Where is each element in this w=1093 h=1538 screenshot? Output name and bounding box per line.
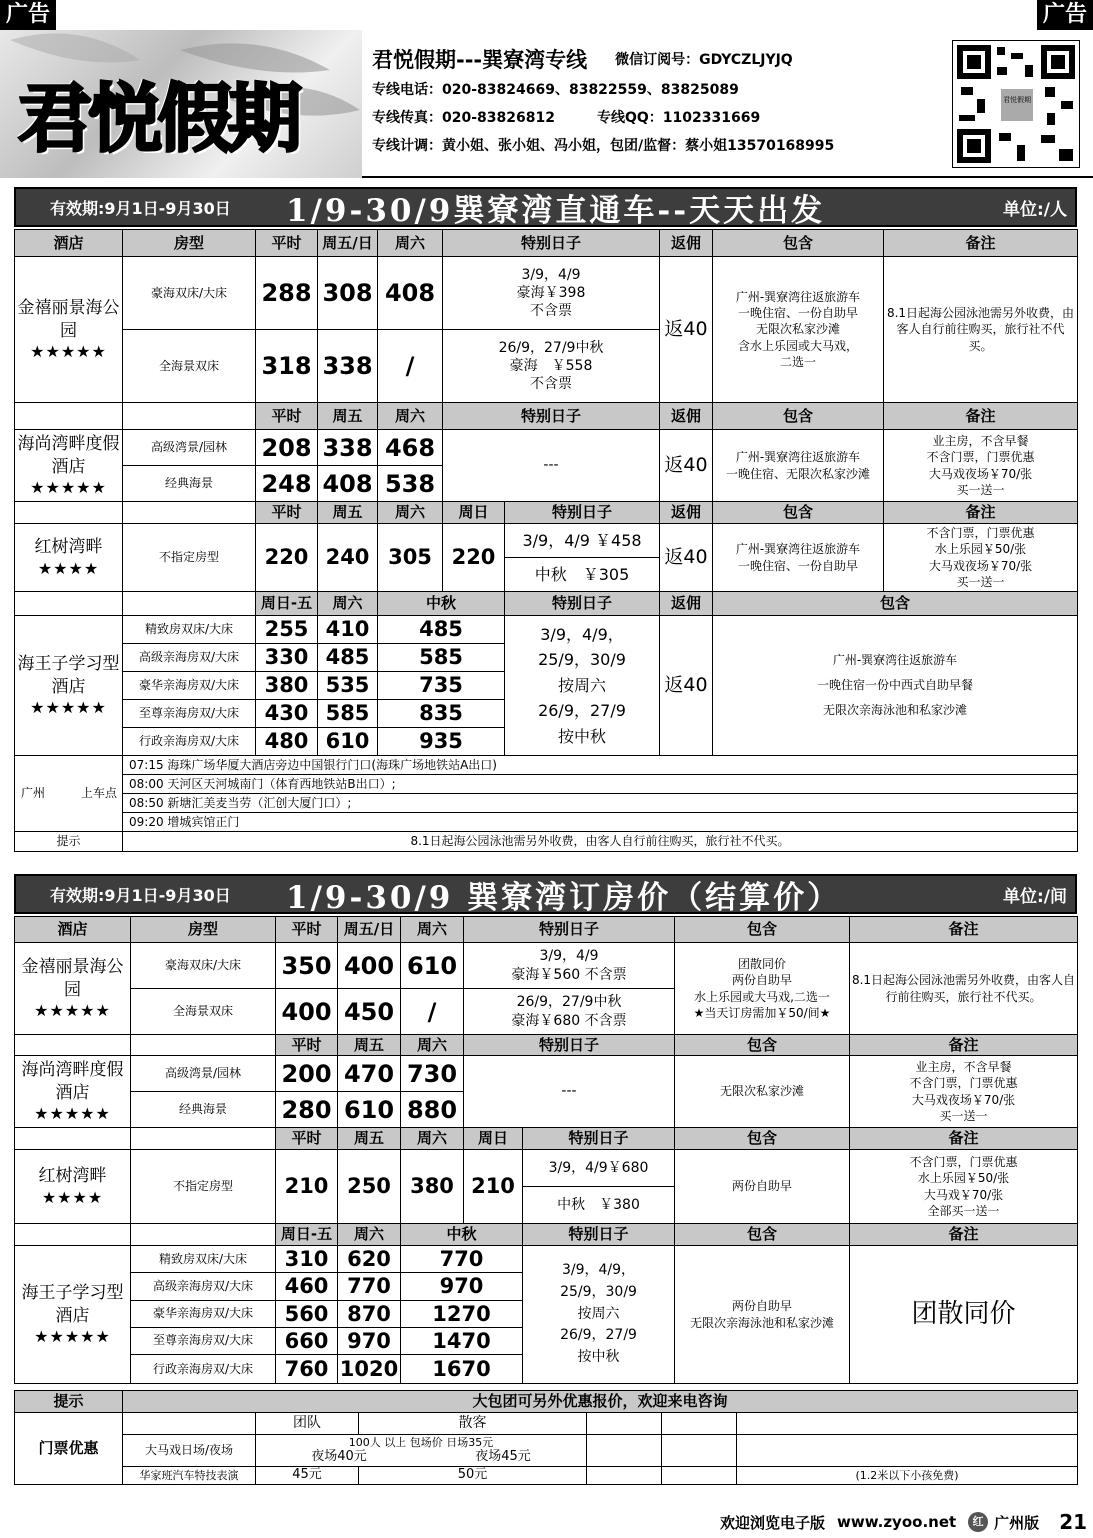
cell: 460 [276,1273,338,1300]
s2-subheader-row [15,1128,1078,1150]
cell: 包含 [713,592,1078,616]
cell: 周六 [378,502,443,524]
cell: 至尊亲海房双/大床 [123,700,256,728]
cell: 380 [256,672,318,700]
cell: 返佣 [660,502,713,524]
cell: 两份自助早 无限次亲海泳池和私家沙滩 [675,1246,850,1384]
section2-table [14,916,1078,1384]
cell: 200 [276,1056,338,1092]
cell: 970 [401,1273,523,1300]
cell: 220 [443,524,505,592]
cell: 高级亲海房双/大床 [131,1273,276,1300]
cell: 610 [401,943,464,989]
cell: 返40 [660,524,713,592]
table-row [15,1056,1078,1092]
cell: 周六 [378,230,443,257]
cell: 330 [256,644,318,672]
cell: 730 [401,1056,464,1092]
cell: 770 [401,1246,523,1273]
cell: 100人 以上 包场价 日场35元 [348,1435,494,1449]
cell: 470 [338,1056,401,1092]
cell: 精致房双床/大床 [123,616,256,644]
cell: 业主房，不含早餐 不含门票，门票优惠 大马戏夜场￥70/张 买一送一 [884,430,1078,502]
cell: 行政亲海房双/大床 [131,1355,276,1384]
cell: 夜场45元 [475,1449,531,1465]
header-title: 君悦假期---巽寮湾专线 [372,48,588,72]
cell: 250 [338,1150,401,1224]
cell [587,1467,662,1485]
cell [123,403,256,430]
cell: 不含门票，门票优惠 水上乐园￥50/张 大马戏￥70/张 全部买一送一 [850,1150,1078,1224]
cell: 海尚湾畔度假酒店 [21,1060,124,1103]
section2-title: 1/9-30/9 巽寮湾订房价（结算价） [286,879,842,916]
remarks: 8.1日起海公园泳池需另外收费，由客人自行前往购买，旅行社不代买。 [884,257,1078,403]
ticket-row-car [15,1467,1078,1485]
s1-subheader-row [15,403,1078,430]
hotel-name-haiwangzi [15,616,123,756]
logo-text: 君悦假期 [18,76,298,162]
cell: 酒店 [15,230,123,257]
cell: 特别日子 [505,502,660,524]
cell: 周五 [338,1128,401,1150]
cell: 318 [256,330,318,403]
cell: 338 [318,330,378,403]
cell: 返佣 [660,403,713,430]
cell: 310 [276,1246,338,1273]
section1-title-bar [14,187,1077,227]
room-type: 豪海双床/大床 [123,257,256,330]
cell: ★★★★ [41,1187,104,1207]
cell: 485 [378,616,505,644]
table-row [15,943,1078,989]
cell: 45元 [256,1467,359,1485]
cell [123,502,256,524]
cell: 430 [256,700,318,728]
cell: 不指定房型 [131,1150,276,1224]
cell: 400 [276,989,338,1035]
table-row [15,1150,1078,1187]
table-row [15,430,1078,466]
cell: 豪海双床/大床 [131,943,276,989]
cell: 备注 [850,1128,1078,1150]
cell [256,1435,587,1467]
cell: 1270 [401,1300,523,1327]
section1-validity: 有效期:9月1日-9月30日 [50,198,231,218]
qr-code[interactable] [952,40,1080,168]
cell: 538 [378,466,443,502]
cell: 周六 [401,1128,464,1150]
cell: 备注 [850,1035,1078,1056]
hotel-name-jinxi [15,257,123,403]
cell: 备注 [884,403,1078,430]
section1-table [14,229,1078,852]
cell: 220 [256,524,318,592]
cell: 包含 [675,917,850,943]
cell: 400 [338,943,401,989]
cell: 周日 [443,502,505,524]
cell: 8.1日起海公园泳池需另外收费，由客人自行前往购买，旅行社不代买。 [850,943,1078,1035]
cell: 585 [318,700,378,728]
cell [15,403,123,430]
qr-center-label: 君悦假期 [999,87,1035,123]
room-type: 全海景双床 [123,330,256,403]
ticket-header-row [15,1413,1078,1435]
special-days: 3/9，4/9 豪海￥398 不含票 [443,257,660,330]
cell: 08:50 新塘汇美麦当劳（汇创大厦门口）; [123,794,1078,813]
section1-unit: 单位:/人 [1002,199,1067,220]
cell: 豪华亲海房双/大床 [131,1300,276,1327]
cell: 提示 [15,832,123,852]
cell: 210 [464,1150,523,1224]
cell: 485 [318,644,378,672]
cell: 备注 [850,917,1078,943]
hotel-name-hongshu [15,524,123,592]
cell: 特别日子 [464,1035,675,1056]
cell: 周日 [464,1128,523,1150]
cell: 房型 [131,917,276,943]
cell: ★★★★★ [30,477,107,497]
cell: 广州-巽寮湾往返旅游车 一晚住宿、一份自助早 [713,524,884,592]
cell: ★★★★★ [30,697,107,717]
cell: 周日-五 [256,592,318,616]
cell: 周六 [338,1224,401,1246]
cell: 行政亲海房双/大床 [123,728,256,756]
cell: 07:15 海珠广场华厦大酒店旁边中国银行门口(海珠广场地铁站A出口) [123,756,1078,775]
cell [662,1435,737,1467]
table-row [15,1246,1078,1273]
footer-welcome: 欢迎浏览电子版 [720,1513,826,1532]
cell: 大包团可另外优惠报价，欢迎来电咨询 [123,1391,1078,1413]
cell: 535 [318,672,378,700]
cell: / [378,330,443,403]
cell: 3/9，4/9￥680 [523,1150,675,1187]
cell: 广州-巽寮湾往返旅游车 一晚住宿、无限次私家沙滩 [713,430,884,502]
cell [15,1246,131,1384]
cell: 408 [318,466,378,502]
cell: 3/9，4/9 豪海￥560 不含票 [464,943,675,989]
cell: 周六 [401,1035,464,1056]
boarding-row [15,756,1078,775]
cell: 3/9，4/9， 25/9，30/9 按周六 26/9，27/9 按中秋 [523,1246,675,1384]
cell: 豪华亲海房双/大床 [123,672,256,700]
cell [737,1413,1078,1435]
cell: 240 [318,524,378,592]
page-number: 21 [1059,1510,1088,1534]
cell: 周六 [401,917,464,943]
cell: ★★★★★ [34,1103,111,1123]
footer [720,1510,1087,1534]
cell: 包含 [675,1128,850,1150]
cell [131,1035,276,1056]
price: 308 [318,257,378,330]
cell: 660 [276,1327,338,1354]
cell: 特别日子 [523,1224,675,1246]
cell: 包含 [713,403,884,430]
cell: 特别日子 [505,592,660,616]
cell: 房型 [123,230,256,257]
cell: 735 [378,672,505,700]
cell: 广州-巽寮湾往返旅游车 一晚住宿一份中西式自助早餐 无限次亲海泳池和私家沙滩 [713,616,1078,756]
cell: 全海景双床 [131,989,276,1035]
cell: 夜场40元 [311,1449,367,1465]
cell: 870 [338,1300,401,1327]
cell: 华家班汽车特技表演 [123,1467,256,1485]
cell [123,592,256,616]
section2-title-bar [14,874,1077,914]
cell [15,592,123,616]
cell: 248 [256,466,318,502]
section2-unit: 单位:/间 [1002,886,1067,907]
price: 408 [378,257,443,330]
ad-label-right: 广告 [1037,0,1093,30]
cell: ★★★★★ [34,1326,111,1346]
cell: 1670 [401,1355,523,1384]
edition-icon: 红 [968,1512,988,1532]
cell: 350 [276,943,338,989]
cell: 450 [338,989,401,1035]
cell: 1470 [401,1327,523,1354]
cell [15,943,131,1035]
cell: 海王子学习型酒店 [21,1283,124,1326]
cell: 835 [378,700,505,728]
cell: 团散同价 两份自助早 水上乐园或大马戏,二选一 ★当天订房需加￥50/间★ [675,943,850,1035]
footer-url[interactable]: www.zyoo.net [837,1513,957,1531]
cell: 周五 [318,403,378,430]
cell: 包含 [675,1224,850,1246]
s2-subheader-row [15,1224,1078,1246]
cell: 备注 [884,502,1078,524]
cell [131,1224,276,1246]
cell: 338 [318,430,378,466]
phone-line: 专线电话：020-83824669、83822559、83825089 [372,82,739,98]
cell [15,1150,131,1224]
cell: 平时 [276,1128,338,1150]
cell: 业主房，不含早餐 不含门票，门票优惠 大马戏夜场￥70/张 买一送一 [850,1056,1078,1128]
cell: 585 [378,644,505,672]
cell: 周日-五 [276,1224,338,1246]
cell [15,1128,131,1150]
boarding-row [15,813,1078,832]
s2-header-row [15,917,1078,943]
hotel-name-haishang [15,430,123,502]
cell [587,1435,662,1467]
cell: 周六 [378,403,443,430]
cell: 880 [401,1092,464,1128]
cell [15,1224,131,1246]
cell: 包含 [713,502,884,524]
cell: 610 [338,1092,401,1128]
cell: 平时 [276,1035,338,1056]
cell: 中秋 ￥380 [523,1187,675,1224]
cell: 1020 [338,1355,401,1384]
cell: 包含 [713,230,884,257]
cell: 平时 [256,230,318,257]
cell: 精致房双床/大床 [131,1246,276,1273]
cell: 不含门票，门票优惠 水上乐园￥50/张 大马戏夜场￥70/张 买一送一 [884,524,1078,592]
cell: 专线QQ：1102331669 [596,110,761,126]
boarding-row [15,775,1078,794]
cell: 返40 [660,430,713,502]
section2-validity: 有效期:9月1日-9月30日 [50,885,231,905]
cell: 周五 [338,1035,401,1056]
cell: ★★★★★ [30,341,107,361]
cell: 26/9，27/9中秋 豪海￥680 不含票 [464,989,675,1035]
cell: 经典海景 [131,1092,276,1128]
cell: 468 [378,430,443,466]
cell: 255 [256,616,318,644]
cell [737,1435,1078,1467]
cell: (1.2米以下小孩免费) [737,1467,1078,1485]
s1-subheader-row [15,592,1078,616]
cell: 团散同价 [850,1246,1078,1384]
cell: 中秋 ￥305 [505,558,660,592]
cell: 平时 [276,917,338,943]
cell: 散客 [359,1413,587,1435]
cell: 金禧丽景海公园 [17,298,120,341]
cell: 280 [276,1092,338,1128]
cell: 中秋 [401,1224,523,1246]
footer-edition: 广州版 [994,1513,1040,1532]
includes: 广州-巽寮湾往返旅游车 一晚住宿、一份自助早 无限次私家沙滩 含水上乐园或大马戏， 二选一 [713,257,884,403]
ticket-row-circus [15,1435,1078,1467]
cell: 中秋 [378,592,505,616]
cell: 特别日子 [443,403,660,430]
cell: 广州 上车点 [15,756,123,832]
cell: 935 [378,728,505,756]
cell: 海王子学习型酒店 [17,654,120,697]
cell [15,502,123,524]
ad-label-left: 广告 [0,0,56,30]
contact-info [372,42,942,160]
cell [15,1035,131,1056]
cell: 红树湾畔 [34,537,103,558]
cell: 团队 [256,1413,359,1435]
header [0,30,1093,178]
boarding-row [15,794,1078,813]
cell: 08:00 天河区天河城南门（体育西地铁站B出口）; [123,775,1078,794]
tip-row [15,832,1078,852]
cell: 305 [378,524,443,592]
cell [662,1467,737,1485]
cell [123,1413,256,1435]
s1-header-row [15,230,1078,257]
cell: 至尊亲海房双/大床 [131,1327,276,1354]
cell [587,1413,662,1435]
cell [15,1056,131,1128]
cell: 备注 [850,1224,1078,1246]
cell: 周五/日 [338,917,401,943]
cell: 特别日子 [464,917,675,943]
cell: 210 [276,1150,338,1224]
cell: 海尚湾畔度假酒店 [17,434,120,477]
cell: 26/9，27/9中秋 豪海 ￥558 不含票 [443,330,660,403]
cell: 经典海景 [123,466,256,502]
cell: 不指定房型 [123,524,256,592]
cell: 返佣 [660,230,713,257]
cell: 高级亲海房双/大床 [123,644,256,672]
cell: 周六 [318,592,378,616]
cell: 返佣 [660,592,713,616]
cell: 760 [276,1355,338,1384]
cell: 高级湾景/园林 [131,1056,276,1092]
cell: 09:20 增城宾馆正门 [123,813,1078,832]
cell: 410 [318,616,378,644]
cell: 970 [338,1327,401,1354]
fax-qq-line [372,104,942,132]
cell: 大马戏日场/夜场 [123,1435,256,1467]
table-row [15,616,1078,644]
s2-subheader-row [15,1035,1078,1056]
cell: 备注 [884,230,1078,257]
cell: / [401,989,464,1035]
cell: --- [443,430,660,502]
cell: 3/9，4/9 ￥458 [505,524,660,558]
brand-logo [0,30,362,178]
cell: 提示 [15,1391,123,1413]
cell [131,1128,276,1150]
tickets-table [14,1390,1078,1485]
cell: 酒店 [15,917,131,943]
cell: 周五/日 [318,230,378,257]
cell: 380 [401,1150,464,1224]
cell: 无限次私家沙滩 [675,1056,850,1128]
rebate: 返40 [660,257,713,403]
cell: 特别日子 [523,1128,675,1150]
cell: --- [464,1056,675,1128]
cell: 208 [256,430,318,466]
s2-tip-row [15,1391,1078,1413]
cell: 平时 [256,502,318,524]
cell: ★★★★ [37,558,100,578]
cell: 8.1日起海公园泳池需另外收费，由客人自行前往购买，旅行社不代买。 [123,832,1078,852]
cell: 专线传真：020-83826812 [372,110,555,126]
cell: 包含 [675,1035,850,1056]
wechat-id: 微信订阅号：GDYCZLJYJQ [615,52,793,68]
cell: 高级湾景/园林 [123,430,256,466]
cell: 3/9，4/9， 25/9，30/9 按周六 26/9，27/9 按中秋 [505,616,660,756]
cell: 平时 [256,403,318,430]
cell: 返40 [660,616,713,756]
price: 288 [256,257,318,330]
cell: 560 [276,1300,338,1327]
cell: 特别日子 [443,230,660,257]
cell: 红树湾畔 [38,1166,107,1187]
section1-title: 1/9-30/9巽寮湾直通车--天天出发 [286,192,826,229]
s1-subheader-row [15,502,1078,524]
cell: 770 [338,1273,401,1300]
cell: 金禧丽景海公园 [21,957,124,1000]
cell: 610 [318,728,378,756]
cell: 门票优惠 [15,1413,123,1485]
table-row [15,524,1078,558]
cell: 50元 [359,1467,587,1485]
cell: ★★★★★ [34,1000,111,1020]
contacts-line: 专线计调：黄小姐、张小姐、冯小姐，包团/监督：蔡小姐13570168995 [372,138,835,154]
cell: 周五 [318,502,378,524]
table-row [15,257,1078,330]
cell [662,1413,737,1435]
cell: 两份自助早 [675,1150,850,1224]
cell: 480 [256,728,318,756]
cell: 620 [338,1246,401,1273]
